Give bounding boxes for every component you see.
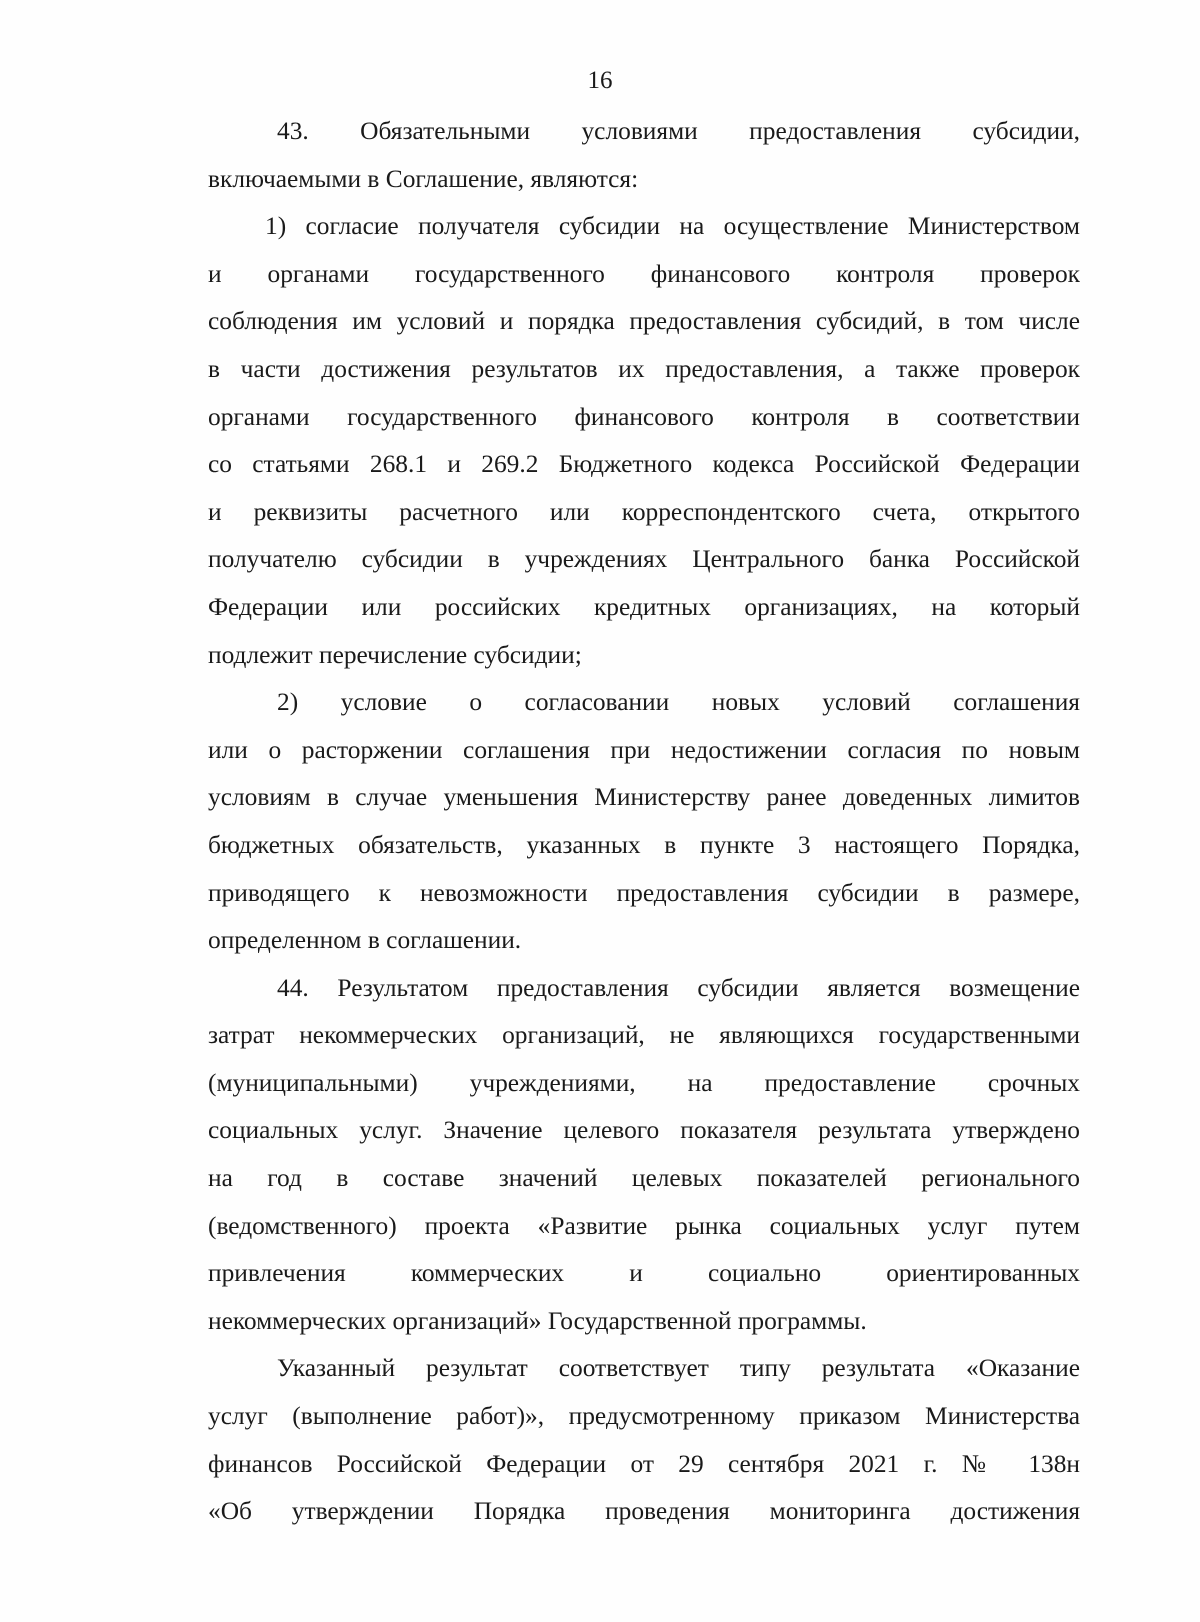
document-body [208,108,1080,1536]
text-line: Указанный результат соответствует типу результата «Оказание [277,1354,1080,1383]
text-line: соблюдения им условий и порядка предоставления субсидий, в том числе [208,307,1080,336]
paragraph-43 [208,108,1080,203]
paragraph-43-item-2 [208,679,1080,965]
text-line: услуг (выполнение работ)», предусмотренному приказом Министерства [208,1402,1080,1431]
text-line: органами государственного финансового контроля в соответствии [208,402,1080,431]
text-line: «Об утверждении Порядка проведения мониторинга достижения [208,1497,1080,1526]
text-line: получателю субсидии в учреждениях Центрального банка Российской [208,545,1080,574]
text-line: или о расторжении соглашения при недостижении согласия по новым [208,735,1080,764]
text-line: бюджетных обязательств, указанных в пункте 3 настоящего Порядка, [208,830,1080,859]
text-line: 44. Результатом предоставления субсидии является возмещение [277,973,1080,1002]
text-line: в части достижения результатов их предоставления, а также проверок [208,354,1080,383]
text-line: 1) согласие получателя субсидии на осуществление Министерством [265,212,1080,241]
text-line: некоммерческих организаций» Государственной программы. [208,1306,867,1335]
text-line: привлечения коммерческих и социально ориентированных [208,1259,1080,1288]
text-line: и реквизиты расчетного или корреспондентского счета, открытого [208,497,1080,526]
text-line: приводящего к невозможности предоставления субсидии в размере, [208,878,1080,907]
text-line: на год в составе значений целевых показателей регионального [208,1164,1080,1193]
text-line: и органами государственного финансового контроля проверок [208,259,1080,288]
text-line: включаемыми в Соглашение, являются: [208,164,639,193]
text-line: социальных услуг. Значение целевого показателя результата утверждено [208,1116,1080,1145]
text-line: со статьями 268.1 и 269.2 Бюджетного кодекса Российской Федерации [208,450,1080,479]
paragraph-44 [208,965,1080,1346]
text-line: подлежит перечисление субсидии; [208,640,582,669]
text-line: (ведомственного) проекта «Развитие рынка социальных услуг путем [208,1211,1080,1240]
page-number: 16 [587,67,613,94]
text-line: 2) условие о согласовании новых условий соглашения [277,688,1080,717]
paragraph-43-item-1 [208,203,1080,679]
text-line: финансов Российской Федерации от 29 сентября 2021 г. № 138н [208,1449,1080,1478]
text-line: Федерации или российских кредитных организациях, на который [208,592,1080,621]
text-line: определенном в соглашении. [208,926,522,955]
text-line: (муниципальными) учреждениями, на предоставление срочных [208,1068,1080,1097]
text-line: 43. Обязательными условиями предоставления субсидии, [277,117,1080,145]
text-line: условиям в случае уменьшения Министерству ранее доведенных лимитов [208,783,1080,812]
text-line: затрат некоммерческих организаций, не являющихся государственными [208,1021,1080,1050]
paragraph-result-type [208,1345,1080,1535]
